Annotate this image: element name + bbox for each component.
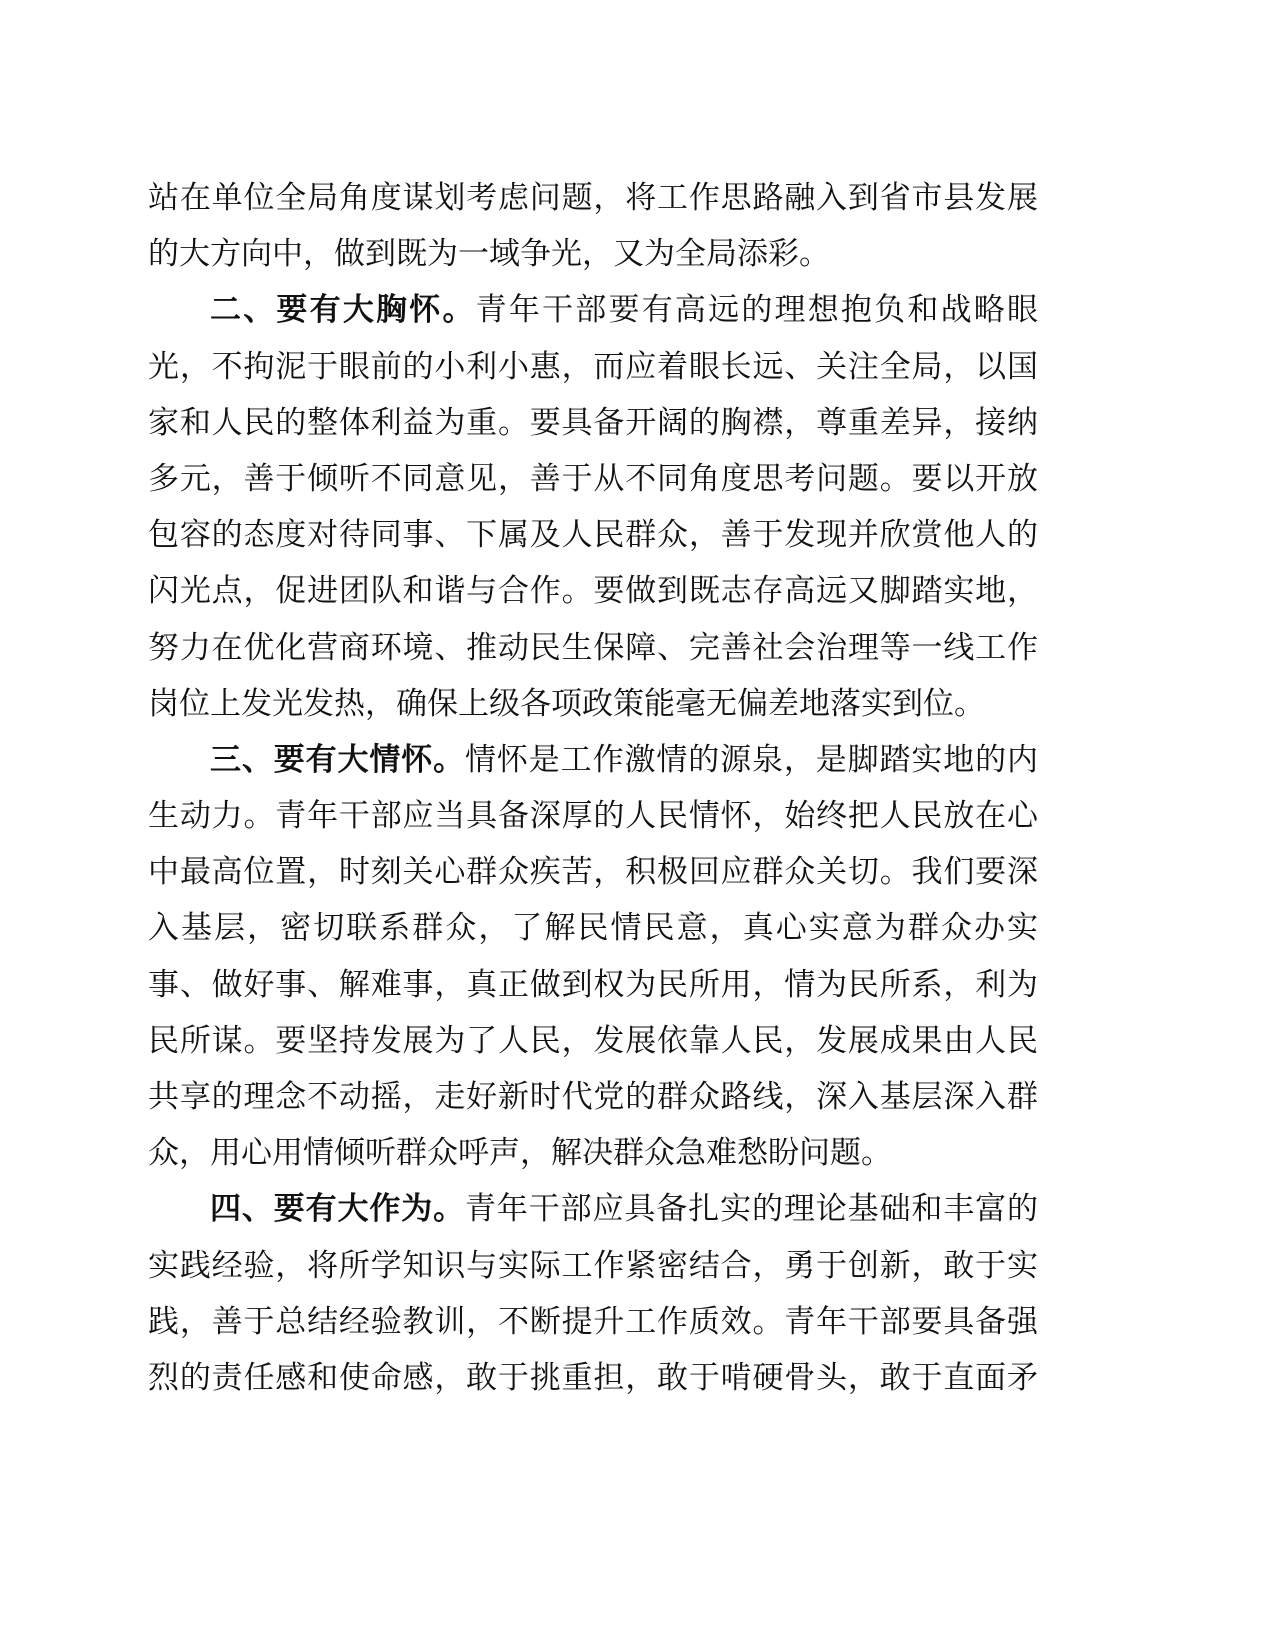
text-line: [148, 1181, 1038, 1237]
text-line: 烈的责任感和使命感，敢于挑重担，敢于啃硬骨头，敢于直面矛: [148, 1359, 1038, 1396]
document-page: [148, 170, 1038, 1406]
text-line: 实践经验，将所学知识与实际工作紧密结合，勇于创新，敢于实: [148, 1247, 1038, 1284]
text-run: 青年干部要有高远的理想抱负和战略眼: [475, 292, 1038, 329]
text-line: 家和人民的整体利益为重。要具备开阔的胸襟，尊重差异，接纳: [148, 404, 1038, 441]
text-line: 闪光点，促进团队和谐与合作。要做到既志存高远又脚踏实地，: [148, 573, 1038, 610]
text-run: 青年干部应具备扎实的理论基础和丰富的: [465, 1191, 1038, 1228]
text-line: 生动力。青年干部应当具备深厚的人民情怀，始终把人民放在心: [148, 798, 1038, 835]
text-line: 包容的态度对待同事、下属及人民群众，善于发现并欣赏他人的: [148, 517, 1038, 554]
text-line: 事、做好事、解难事，真正做到权为民所用，情为民所系，利为: [148, 966, 1038, 1003]
paragraph-deep-feelings: [148, 732, 1038, 1182]
text-line: 践，善于总结经验教训，不断提升工作质效。青年干部要具备强: [148, 1303, 1038, 1340]
text-line: 民所谋。要坚持发展为了人民，发展依靠人民，发展成果由人民: [148, 1022, 1038, 1059]
text-line: 岗位上发光发热，确保上级各项政策能毫无偏差地落实到位。: [148, 685, 985, 722]
text-line: 多元，善于倾听不同意见，善于从不同角度思考问题。要以开放: [148, 460, 1038, 497]
text-line: 的大方向中，做到既为一域争光，又为全局添彩。: [148, 236, 830, 273]
text-line: [148, 282, 1038, 338]
paragraph-broad-mind: [148, 282, 1038, 732]
text-line: 共享的理念不动摇，走好新时代党的群众路线，深入基层深入群: [148, 1079, 1038, 1115]
text-line: 入基层，密切联系群众，了解民情民意，真心实意为群众办实: [148, 910, 1038, 947]
text-line: 中最高位置，时刻关心群众疾苦，积极回应群众关切。我们要深: [148, 854, 1038, 891]
section-heading: 四、要有大作为。: [210, 1191, 466, 1228]
text-line: 众，用心用情倾听群众呼声，解决群众急难愁盼问题。: [148, 1135, 892, 1172]
text-run: 情怀是工作激情的源泉，是脚踏实地的内: [465, 741, 1038, 778]
paragraph-continuation: [148, 170, 1038, 282]
section-heading: 三、要有大情怀。: [210, 741, 466, 778]
section-heading: 二、要有大胸怀。: [210, 292, 476, 329]
text-line: 站在单位全局角度谋划考虑问题，将工作思路融入到省市县发展: [148, 180, 1038, 216]
text-line: 光，不拘泥于眼前的小利小惠，而应着眼长远、关注全局，以国: [148, 348, 1038, 385]
paragraph-great-action: [148, 1181, 1038, 1406]
text-line: 努力在优化营商环境、推动民生保障、完善社会治理等一线工作: [148, 629, 1038, 666]
text-line: [148, 732, 1038, 788]
